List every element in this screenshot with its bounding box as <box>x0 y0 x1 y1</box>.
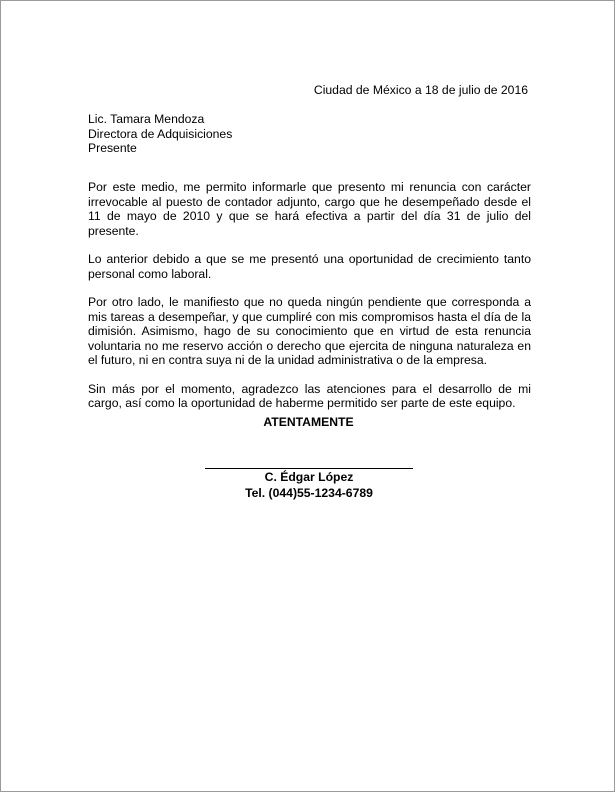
recipient-salutation: Presente <box>88 141 137 155</box>
signature-line <box>205 468 413 469</box>
body-paragraph: Sin más por el momento, agradezco las atenciones para el desarrollo de mi cargo, así como la oportunidad de haberme permitido ser parte de este equipo. <box>88 381 531 410</box>
recipient-name: Lic. Tamara Mendoza <box>88 112 205 126</box>
signature-block <box>159 470 459 501</box>
recipient-title: Directora de Adquisiciones <box>88 126 233 141</box>
body-paragraph: Por otro lado, le manifiesto que no queda ningún pendiente que corresponda a mis tareas a desempeñar, y que cumpliré con mis compromisos hasta el día de la dimisión. Asimismo, hago de su conocimiento que en virtud de esta renuncia voluntaria no me reservo acción o derecho que ejercita de ninguna naturaleza en el futuro, ni en contra suya ni de la unidad administrativa o de la empresa. <box>88 295 531 367</box>
body-paragraph: Lo anterior debido a que se me presentó una oportunidad de crecimiento tanto personal como laboral. <box>88 252 531 281</box>
closing-text: ATENTAMENTE <box>263 415 354 429</box>
body-paragraph: Por este medio, me permito informarle que presento mi renuncia con carácter irrevocable al puesto de contador adjunto, cargo que he desempeñado desde el 11 de mayo de 2010 y que se hará efectiva a partir del día 31 de julio del presente. <box>88 180 531 238</box>
signature-name: C. Édgar López <box>264 470 354 484</box>
letter-body <box>88 180 531 425</box>
recipient-block <box>88 112 232 156</box>
signature-phone: Tel. (044)55-1234-6789 <box>245 485 373 500</box>
letter-date: Ciudad de México a 18 de julio de 2016 <box>313 83 528 97</box>
